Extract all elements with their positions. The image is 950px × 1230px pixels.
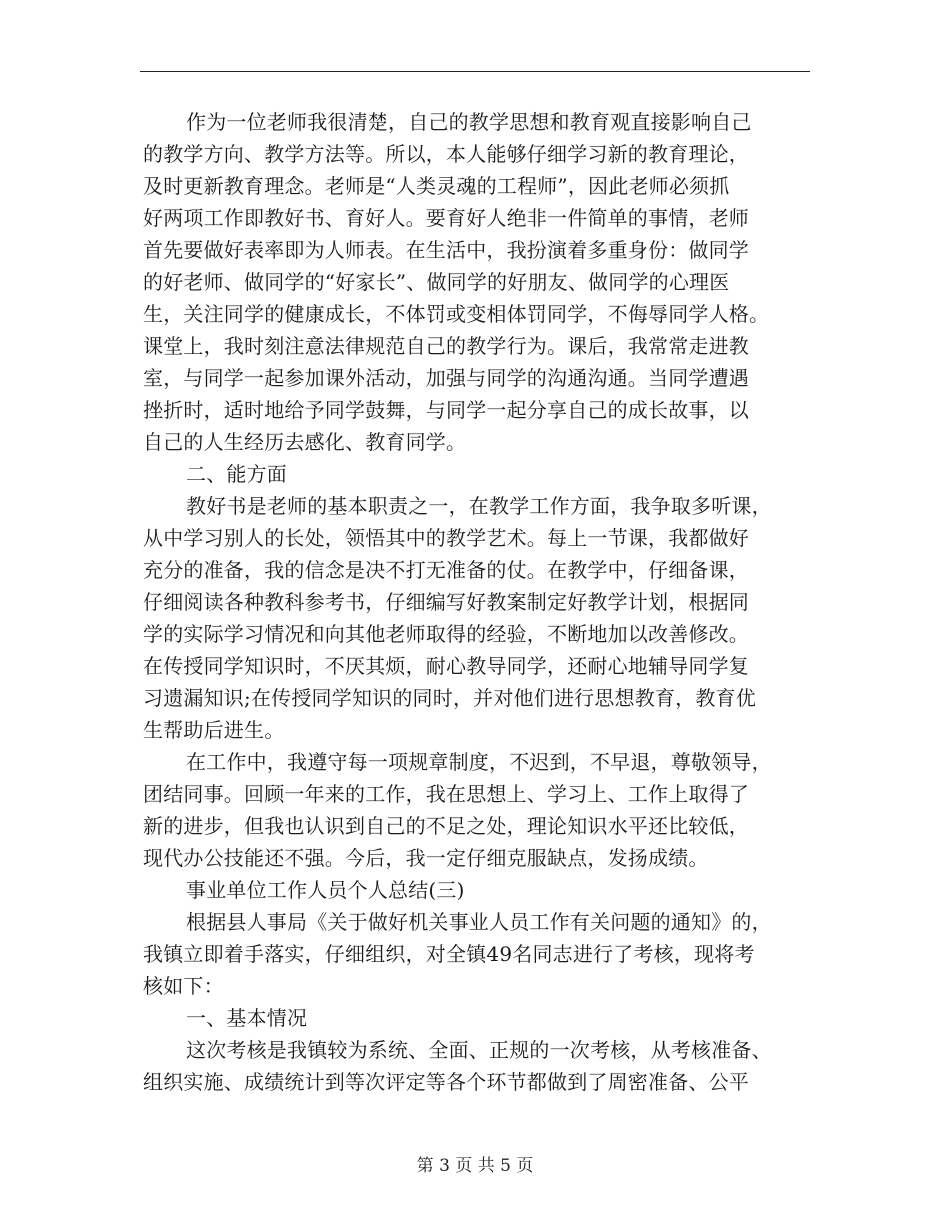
text-line: 好两项工作即教好书、育好人。要育好人绝非一件简单的事情，老师 <box>143 206 749 230</box>
text-line: 教好书是老师的基本职责之一，在教学工作方面，我争取多听课， <box>186 494 772 518</box>
text-line: 这次考核是我镇较为系统、全面、正规的一次考核，从考核准备、 <box>186 1038 772 1062</box>
section-heading: 事业单位工作人员个人总结(三) <box>186 878 465 902</box>
section-heading: 一、基本情况 <box>186 1006 308 1030</box>
section-heading: 二、能方面 <box>186 462 287 486</box>
text-line: 从中学习别人的长处，领悟其中的教学艺术。每上一节课，我都做好 <box>143 526 749 550</box>
text-line: 我镇立即着手落实，仔细组织，对全镇49名同志进行了考核，现将考 <box>143 942 755 966</box>
text-line: 团结同事。回顾一年来的工作，我在思想上、学习上、工作上取得了 <box>143 782 749 806</box>
text-line: 在传授同学知识时，不厌其烦，耐心教导同学，还耐心地辅导同学复 <box>143 654 749 678</box>
text-line: 现代办公技能还不强。今后，我一定仔细克服缺点，发扬成绩。 <box>143 846 709 870</box>
document-body <box>143 106 813 1098</box>
text-line: 充分的准备，我的信念是决不打无准备的仗。在教学中，仔细备课， <box>143 558 749 582</box>
text-line: 新的进步，但我也认识到自己的不足之处，理论知识水平还比较低， <box>143 814 749 838</box>
text-line: 根据县人事局《关于做好机关事业人员工作有关问题的通知》的， <box>186 910 772 934</box>
text-line: 室，与同学一起参加课外活动，加强与同学的沟通沟通。当同学遭遇 <box>143 366 749 390</box>
text-line: 习遗漏知识;在传授同学知识的同时，并对他们进行思想教育，教育优 <box>143 686 756 710</box>
text-line: 及时更新教育理念。老师是“人类灵魂的工程师”，因此老师必须抓 <box>143 174 730 198</box>
page-number-footer: 第 3 页 共 5 页 <box>416 1156 534 1176</box>
text-line: 课堂上，我时刻注意法律规范自己的教学行为。课后，我常常走进教 <box>143 334 749 358</box>
text-line: 的教学方向、教学方法等。所以，本人能够仔细学习新的教育理论， <box>143 142 749 166</box>
text-line: 生帮助后进生。 <box>143 718 285 742</box>
text-line: 的好老师、做同学的“好家长”、做同学的好朋友、做同学的心理医 <box>143 270 730 294</box>
text-line: 组织实施、成绩统计到等次评定等各个环节都做到了周密准备、公平 <box>143 1070 749 1094</box>
text-line: 在工作中，我遵守每一项规章制度，不迟到，不早退，尊敬领导， <box>186 750 772 774</box>
text-line: 作为一位老师我很清楚，自己的教学思想和教育观直接影响自己 <box>186 110 752 134</box>
text-line: 仔细阅读各种教科参考书，仔细编写好教案制定好教学计划，根据同 <box>143 590 749 614</box>
header-rule <box>140 71 810 72</box>
text-line: 自己的人生经历去感化、教育同学。 <box>143 430 467 454</box>
text-line: 学的实际学习情况和向其他老师取得的经验，不断地加以改善修改。 <box>143 622 749 646</box>
text-line: 核如下： <box>143 974 224 998</box>
text-line: 挫折时，适时地给予同学鼓舞，与同学一起分享自己的成长故事，以 <box>143 398 749 422</box>
text-line: 首先要做好表率即为人师表。在生活中，我扮演着多重身份：做同学 <box>143 238 749 262</box>
text-line: 生，关注同学的健康成长，不体罚或变相体罚同学，不侮辱同学人格。 <box>143 302 770 326</box>
